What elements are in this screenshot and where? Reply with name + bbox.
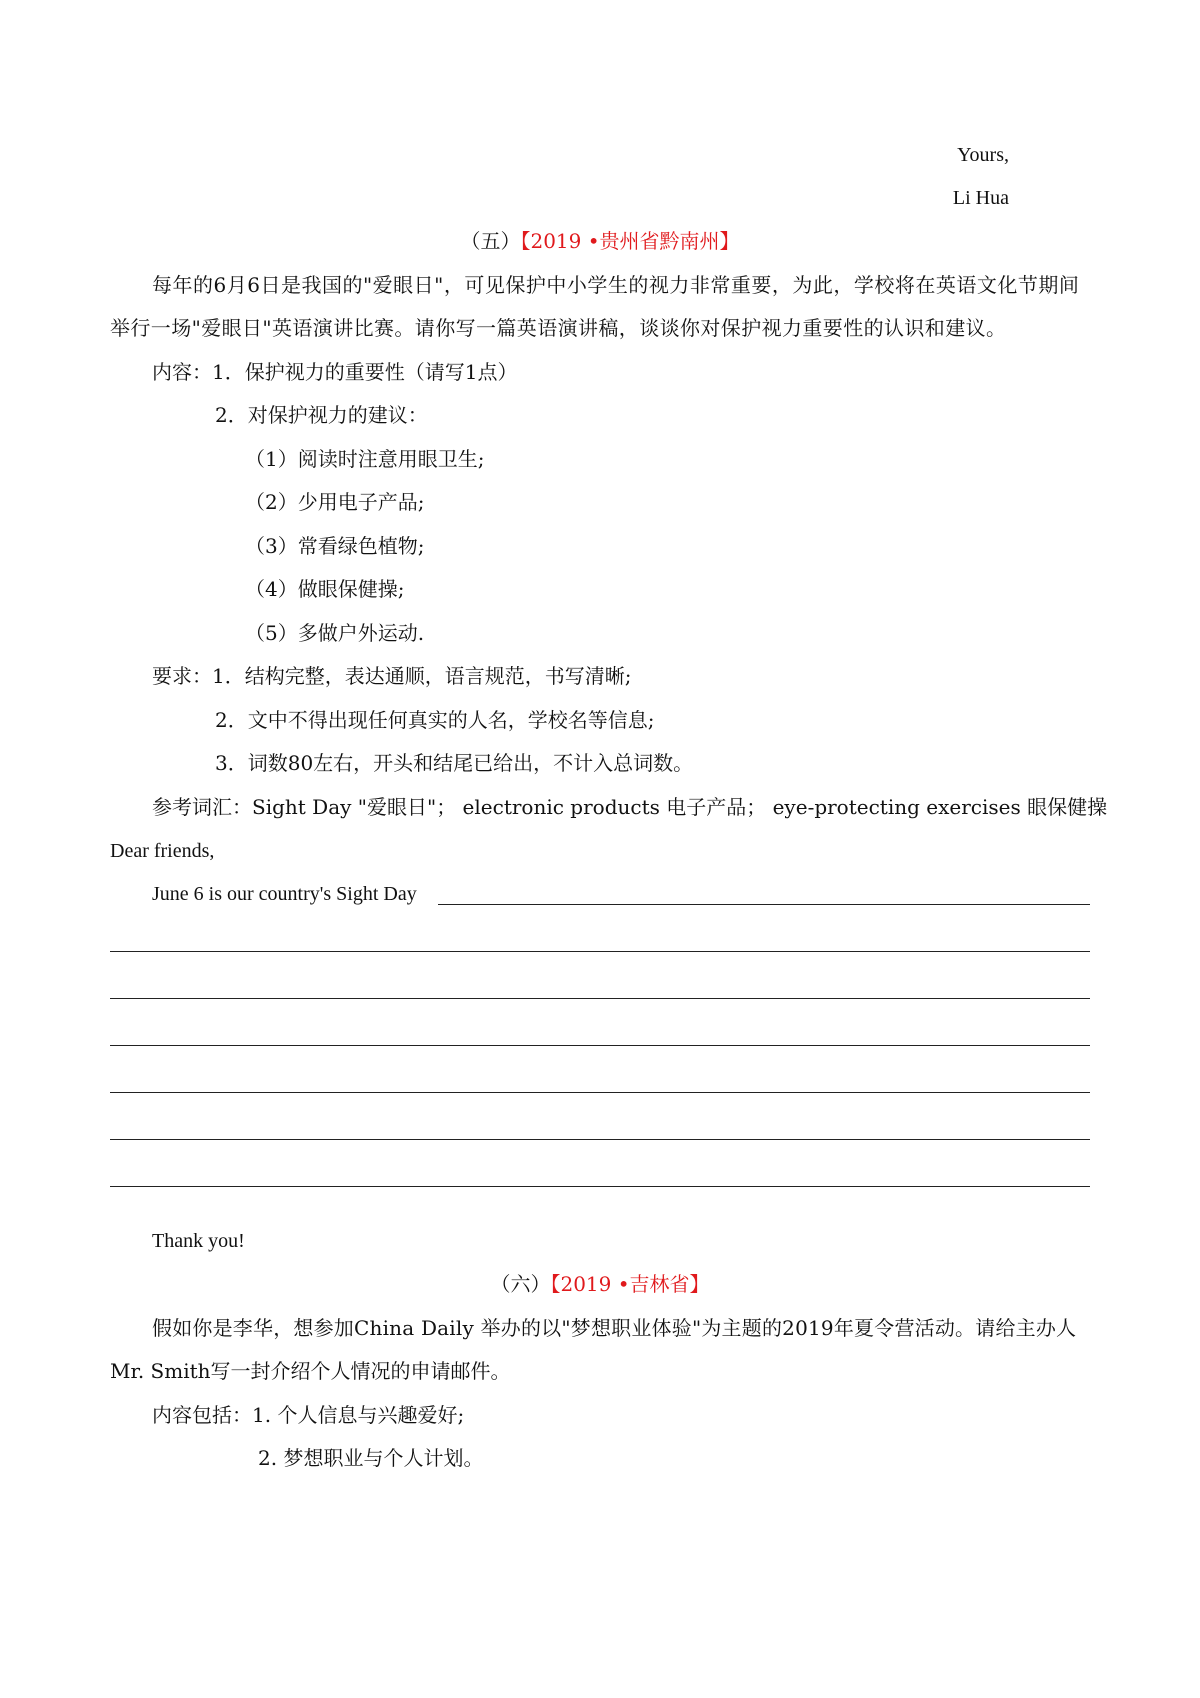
writing-blank-2[interactable] [110,951,1090,952]
section5-suggestion-5: （5）多做户外运动. [245,621,425,645]
section6-heading [0,1270,1200,1298]
section6-prompt-line1: 假如你是李华，想参加China Daily 举办的以"梦想职业体验"为主题的2019年夏令营活动。请给主办人 [152,1316,1077,1340]
section5-suggestion-1: （1）阅读时注意用眼卫生; [245,447,485,471]
letter-closing: Yours, [957,144,1009,166]
writing-blank-7[interactable] [110,1186,1090,1187]
section5-heading [0,227,1200,255]
section5-source: 【2019 •贵州省黔南州】 [520,229,740,253]
writing-blank-3[interactable] [110,998,1090,999]
writing-blank-1[interactable] [438,904,1090,905]
section5-suggestion-4: （4）做眼保健操; [245,577,405,601]
section5-requirement-2: 2．文中不得出现任何真实的人名，学校名等信息; [215,708,655,732]
section5-content-1: 内容：1．保护视力的重要性（请写1点） [152,360,518,384]
section5-prompt-line1: 每年的6月6日是我国的"爱眼日"，可见保护中小学生的视力非常重要，为此，学校将在英语文化节期间 [152,273,1080,297]
section5-number: （五） [460,229,521,253]
section6-content-2: 2. 梦想职业与个人计划。 [258,1446,484,1470]
section5-suggestion-3: （3）常看绿色植物; [245,534,425,558]
writing-blank-6[interactable] [110,1139,1090,1140]
letter-signature: Li Hua [952,187,1009,209]
section5-requirement-1: 要求：1．结构完整，表达通顺，语言规范，书写清晰; [152,664,632,688]
section5-prompt-line2: 举行一场"爱眼日"英语演讲比赛。请你写一篇英语演讲稿，谈谈你对保护视力重要性的认识和建议。 [110,316,1007,340]
writing-blank-4[interactable] [110,1045,1090,1046]
section6-content-1: 内容包括：1. 个人信息与兴趣爱好; [152,1403,465,1427]
letter-salutation: Dear friends, [110,840,215,862]
section6-number: （六） [490,1272,551,1296]
section5-requirement-3: 3．词数80左右，开头和结尾已给出，不计入总词数。 [215,751,694,775]
writing-blank-5[interactable] [110,1092,1090,1093]
section6-prompt-line2: Mr. Smith写一封介绍个人情况的申请邮件。 [110,1359,511,1383]
letter-opening: June 6 is our country's Sight Day [152,883,417,905]
section5-vocabulary: 参考词汇：Sight Day "爱眼日"； electronic products 电子产品； eye-protecting exercises 眼保健操 [152,795,1108,819]
section6-source: 【2019 •吉林省】 [550,1272,710,1296]
letter-closing-thanks: Thank you! [152,1230,245,1252]
section5-content-2: 2．对保护视力的建议： [215,403,428,427]
section5-suggestion-2: （2）少用电子产品; [245,490,425,514]
